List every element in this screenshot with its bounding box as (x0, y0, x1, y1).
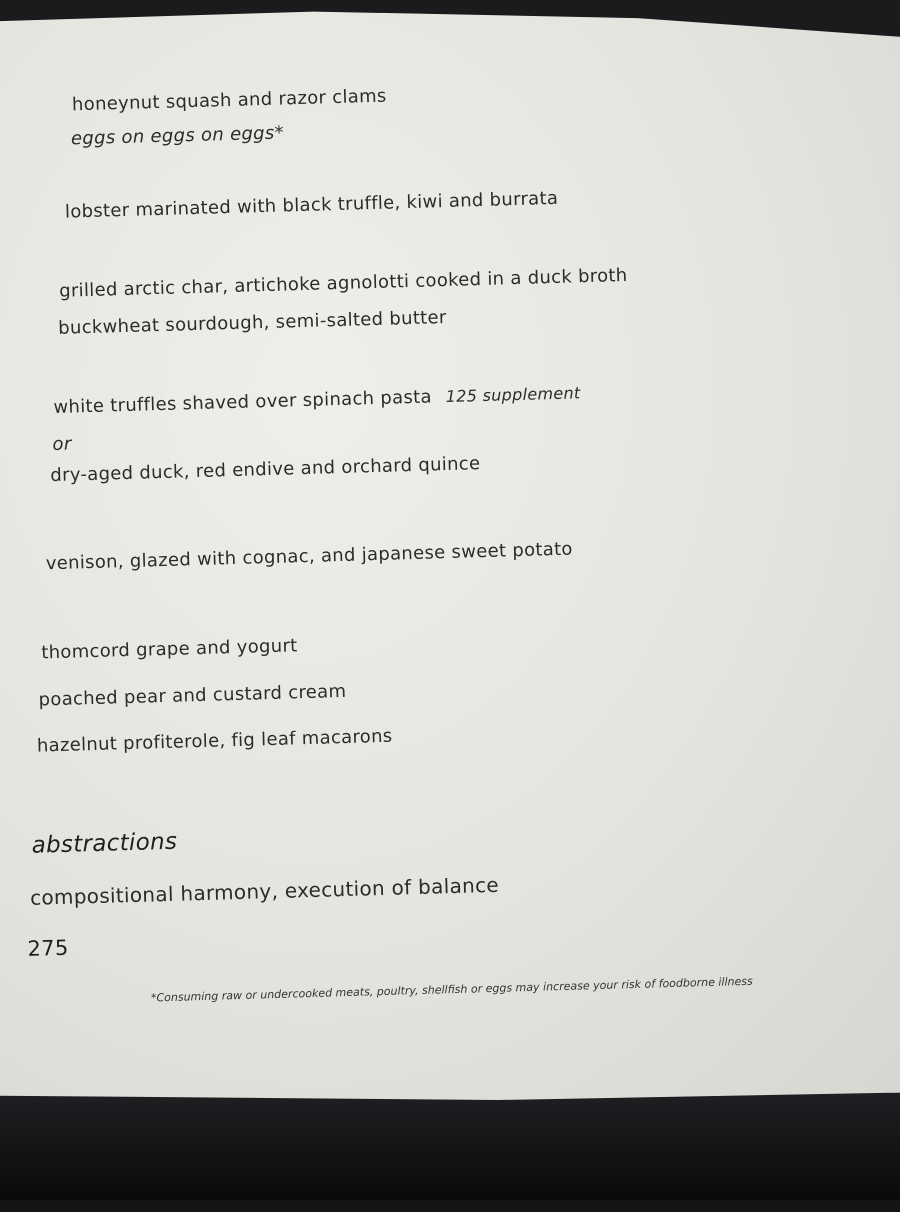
menu-item-venison: venison, glazed with cognac, and japanese sweet potato (45, 538, 574, 575)
menu-item-thomcord-grape: thomcord grape and yogurt (41, 635, 298, 664)
menu-item-sourdough: buckwheat sourdough, semi-salted butter (57, 306, 447, 339)
menu-item-eggs: eggs on eggs on eggs* (70, 122, 285, 150)
menu-item-white-truffles-label: white truffles shaved over spinach pasta (53, 386, 433, 418)
food-safety-disclaimer: *Consuming raw or undercooked meats, poultry, shellfish or eggs may increase your risk of foodborne illness (150, 974, 753, 1005)
menu-item-or: or (52, 433, 72, 456)
menu-price: 275 (27, 935, 69, 961)
section-title: abstractions (31, 828, 178, 859)
menu-item-honeynut-squash: honeynut squash and razor clams (71, 85, 387, 116)
menu-item-lobster: lobster marinated with black truffle, kiwi and burrata (64, 187, 559, 223)
menu-item-profiterole: hazelnut profiterole, fig leaf macarons (36, 725, 393, 757)
menu-item-arctic-char: grilled arctic char, artichoke agnolotti cooked in a duck broth (58, 264, 628, 302)
menu-item-poached-pear: poached pear and custard cream (38, 680, 347, 711)
section-description: compositional harmony, execution of balance (29, 872, 500, 910)
menu-item-white-truffles (53, 382, 581, 418)
supplement-note: 125 supplement (445, 383, 581, 407)
menu-item-duck: dry-aged duck, red endive and orchard quince (50, 453, 481, 487)
